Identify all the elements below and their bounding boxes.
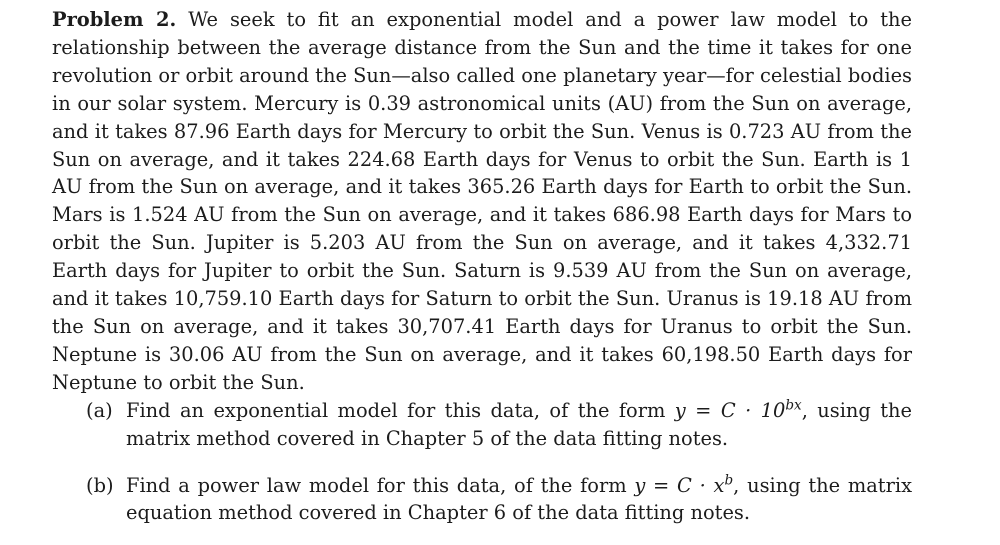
part-a-text-before: Find an exponential model for this data, of the form — [126, 398, 675, 422]
part-a-formula-exponent: bx — [785, 397, 802, 414]
part-a — [52, 397, 912, 453]
problem-statement — [52, 6, 912, 397]
part-b-formula-base: y = C · x — [634, 473, 725, 497]
problem-label: Problem 2. — [52, 8, 177, 31]
part-b-text-before: Find a power law model for this data, of the form — [126, 473, 635, 497]
problem-text: We seek to fit an exponential model and a power law model to the relationship between the average distance from the Sun and the time it takes for one revolution or orbit around the Sun—also called one planetary year—for celestial bodies in our solar system. Mercury is 0.39 astronomical units (AU) from the Sun on average, and it takes 87.96 Earth days for Mercury to orbit the Sun. Venus is 0.723 AU from the Sun on average, and it takes 224.68 Earth days for Venus to orbit the Sun. Earth is 1 AU from the Sun on average, and it takes 365.26 Earth days for Earth to orbit the Sun. Mars is 1.524 AU from the Sun on average, and it takes 686.98 Earth days for Mars to orbit the Sun. Jupiter is 5.203 AU from the Sun on average, and it takes 4,332.71 Earth days for Jupiter to orbit the Sun. Saturn is 9.539 AU from the Sun on average, and it takes 10,759.10 Earth days for Saturn to orbit the Sun. Uranus is 19.18 AU from the Sun on average, and it takes 30,707.41 Earth days for Uranus to orbit the Sun. Neptune is 30.06 AU from the Sun on average, and it takes 60,198.50 Earth days for Neptune to orbit the Sun. — [52, 8, 912, 394]
part-a-formula-base: y = C · 10 — [674, 398, 786, 422]
part-b-formula-exponent: b — [724, 472, 734, 489]
part-b-label: (b) — [86, 473, 114, 497]
part-b-text-after: , using the matrix equation method covered in Chapter 6 of the data fitting notes. — [126, 473, 913, 525]
part-b-formula — [634, 474, 733, 497]
problem-document — [52, 6, 912, 527]
part-a-formula — [675, 399, 802, 422]
part-b — [52, 472, 912, 528]
part-a-text-after: , using the matrix method covered in Chapter 5 of the data fitting notes. — [126, 398, 912, 450]
part-a-label: (a) — [86, 398, 113, 422]
problem-parts-list — [52, 397, 912, 528]
